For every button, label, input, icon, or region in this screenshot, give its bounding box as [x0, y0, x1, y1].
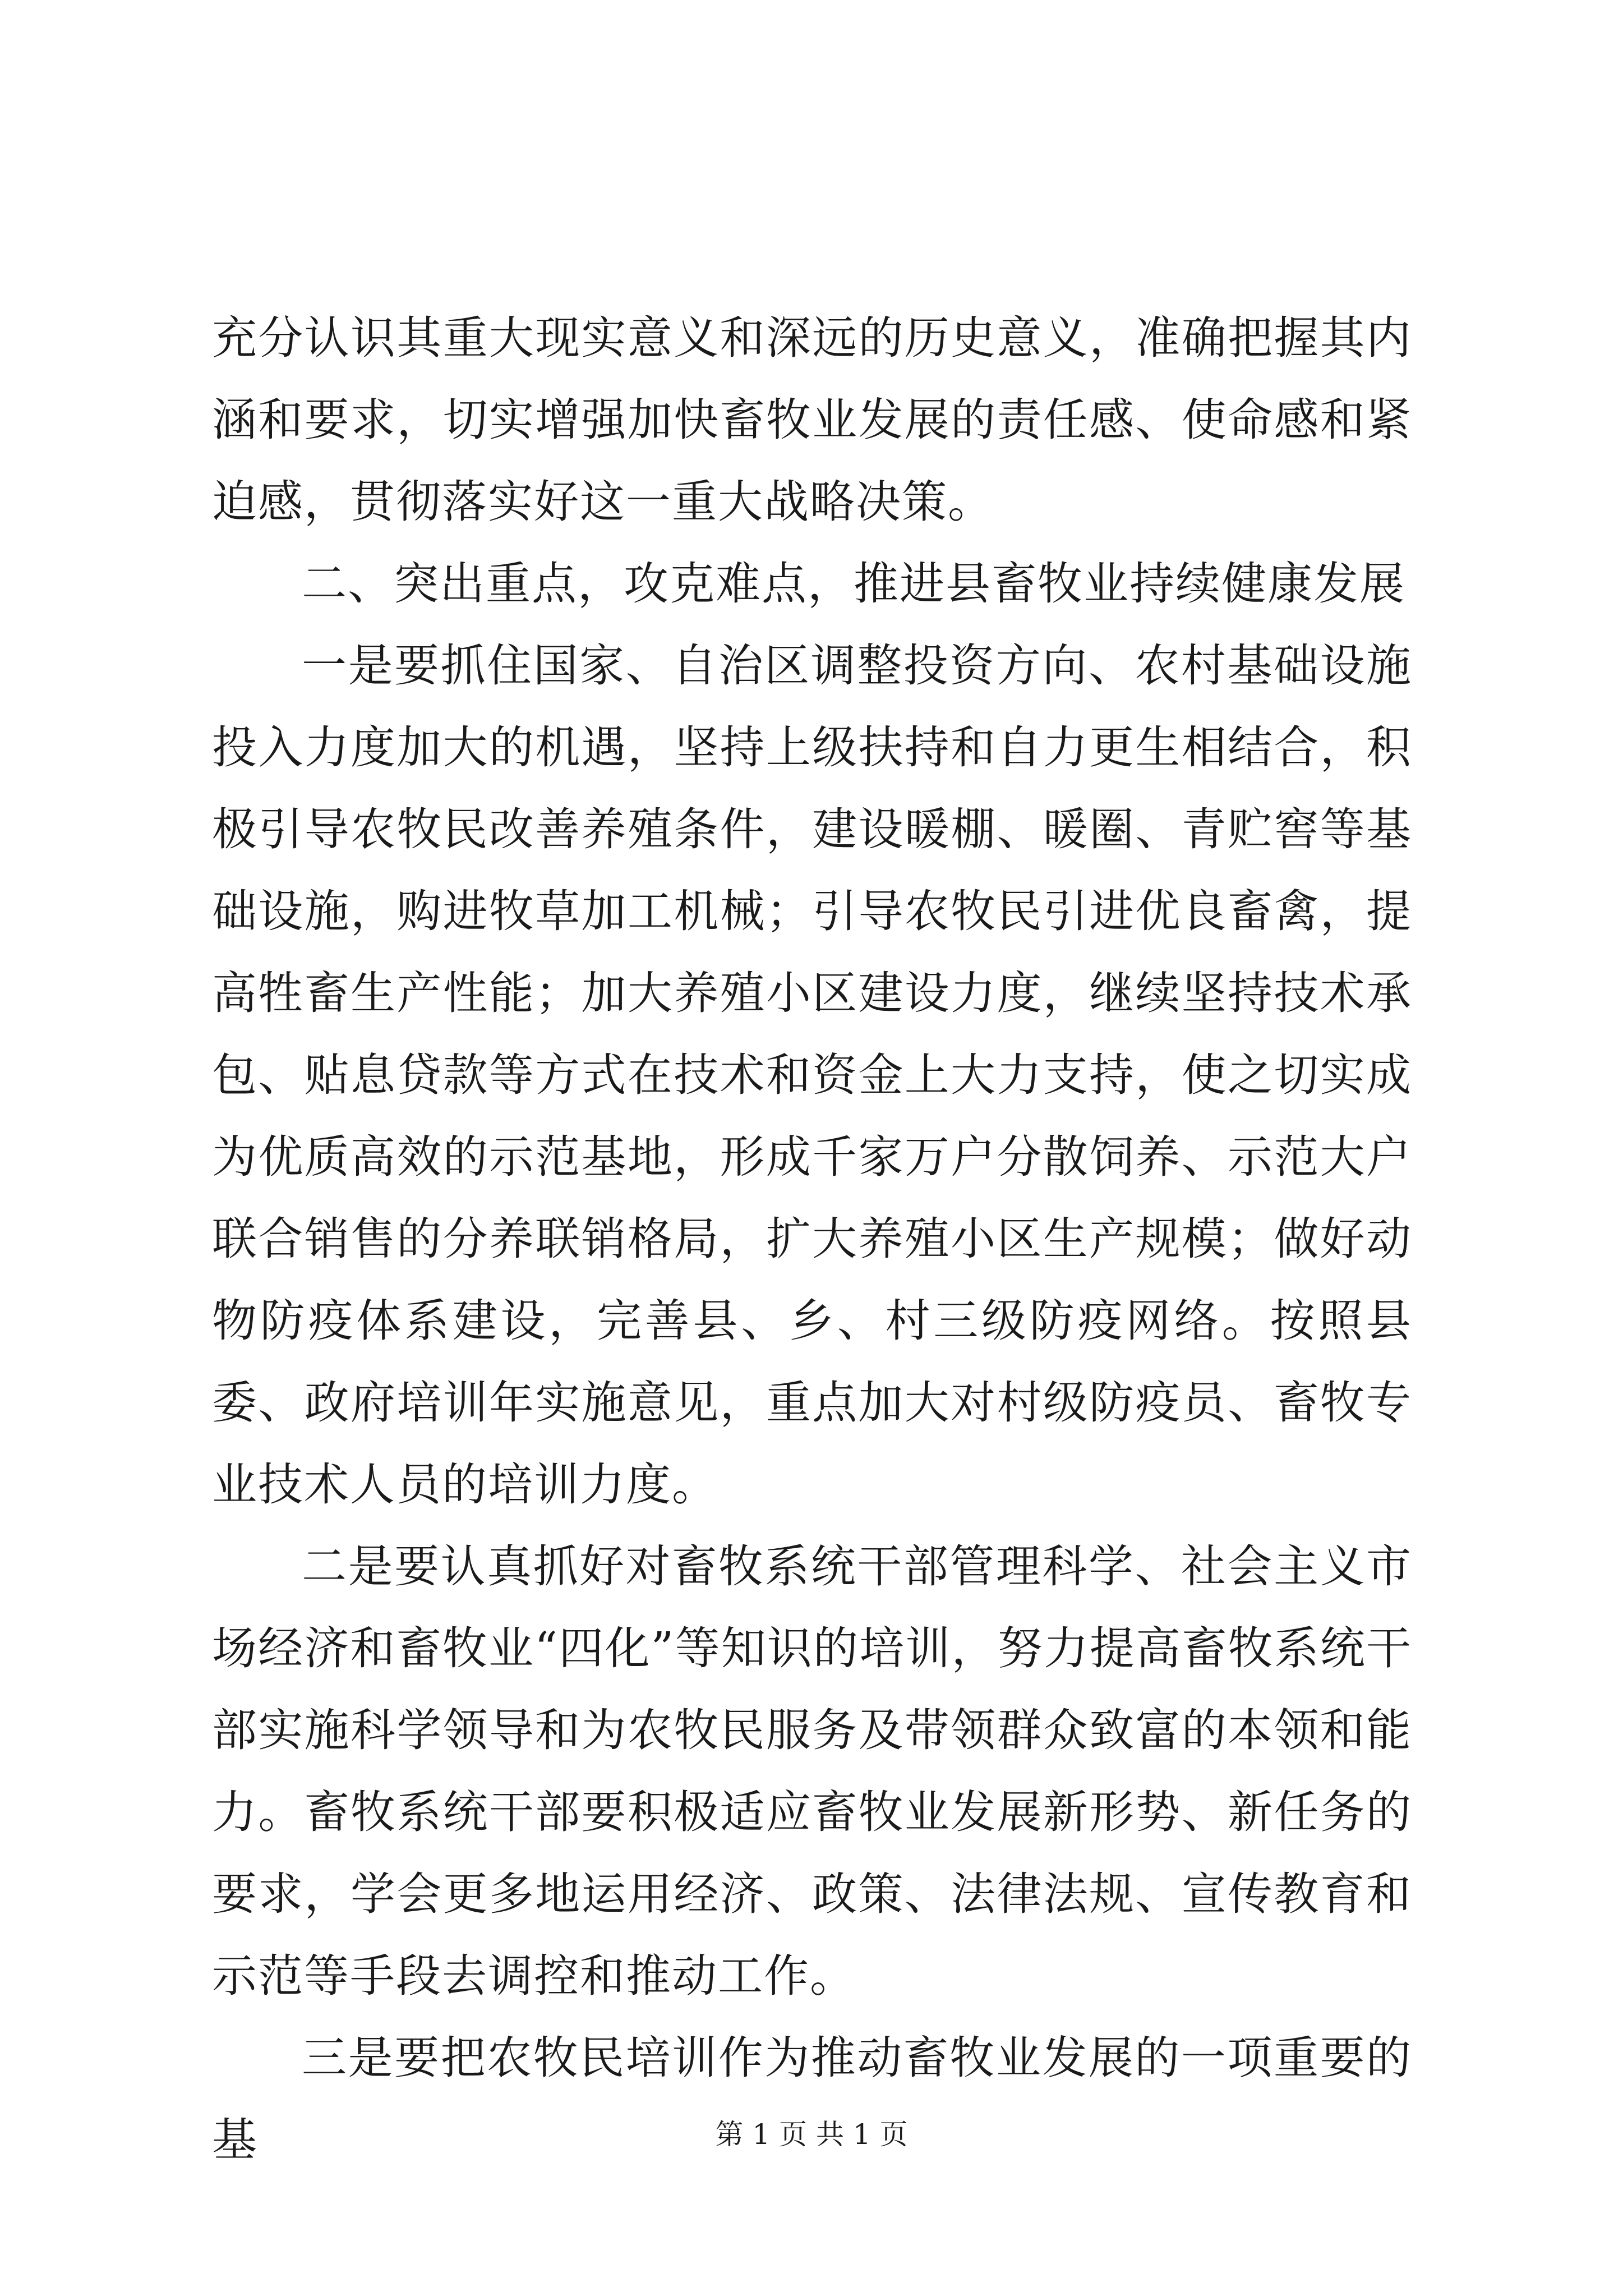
document-body — [212, 297, 1412, 2181]
section-heading: 二、突出重点，攻克难点，推进县畜牧业持续健康发展 — [302, 558, 1405, 610]
paragraph-point-one: 一是要抓住国家、自治区调整投资方向、农村基础设施投入力度加大的机遇，坚持上级扶持和自力更生相结合，积极引导农牧民改善养殖条件，建设暖棚、暖圈、青贮窖等基础设施，购进牧草加工机械；引导农牧民引进优良畜禽，提高牲畜生产性能；加大养殖小区建设力度，继续坚持技术承包、贴息贷款等方式在技术和资金上大力支持，使之切实成为优质高效的示范基地，形成千家万户分散饲养、示范大户联合销售的分养联销格局，扩大养殖小区生产规模；做好动物防疫体系建设，完善县、乡、村三级防疫网络。按照县委、政府培训年实施意见，重点加大对村级防疫员、畜牧专业技术人员的培训力度。 — [212, 639, 1412, 1511]
page-number-footer: 第 1 页 共 1 页 — [715, 2118, 908, 2151]
paragraph-point-three: 三是要把农牧民培训作为推动畜牧业发展的一项重要的基 — [212, 2032, 1412, 2166]
paragraph-continuation: 充分认识其重大现实意义和深远的历史意义，准确把握其内涵和要求，切实增强加快畜牧业发展的责任感、使命感和紧迫感，贯彻落实好这一重大战略决策。 — [212, 312, 1412, 528]
paragraph-point-two: 二是要认真抓好对畜牧系统干部管理科学、社会主义市场经济和畜牧业“四化”等知识的培训，努力提高畜牧系统干部实施科学领导和为农牧民服务及带领群众致富的本领和能力。畜牧系统干部要积极适应畜牧业发展新形势、新任务的要求，学会更多地运用经济、政策、法律法规、宣传教育和示范等手段去调控和推动工作。 — [212, 1540, 1412, 2002]
